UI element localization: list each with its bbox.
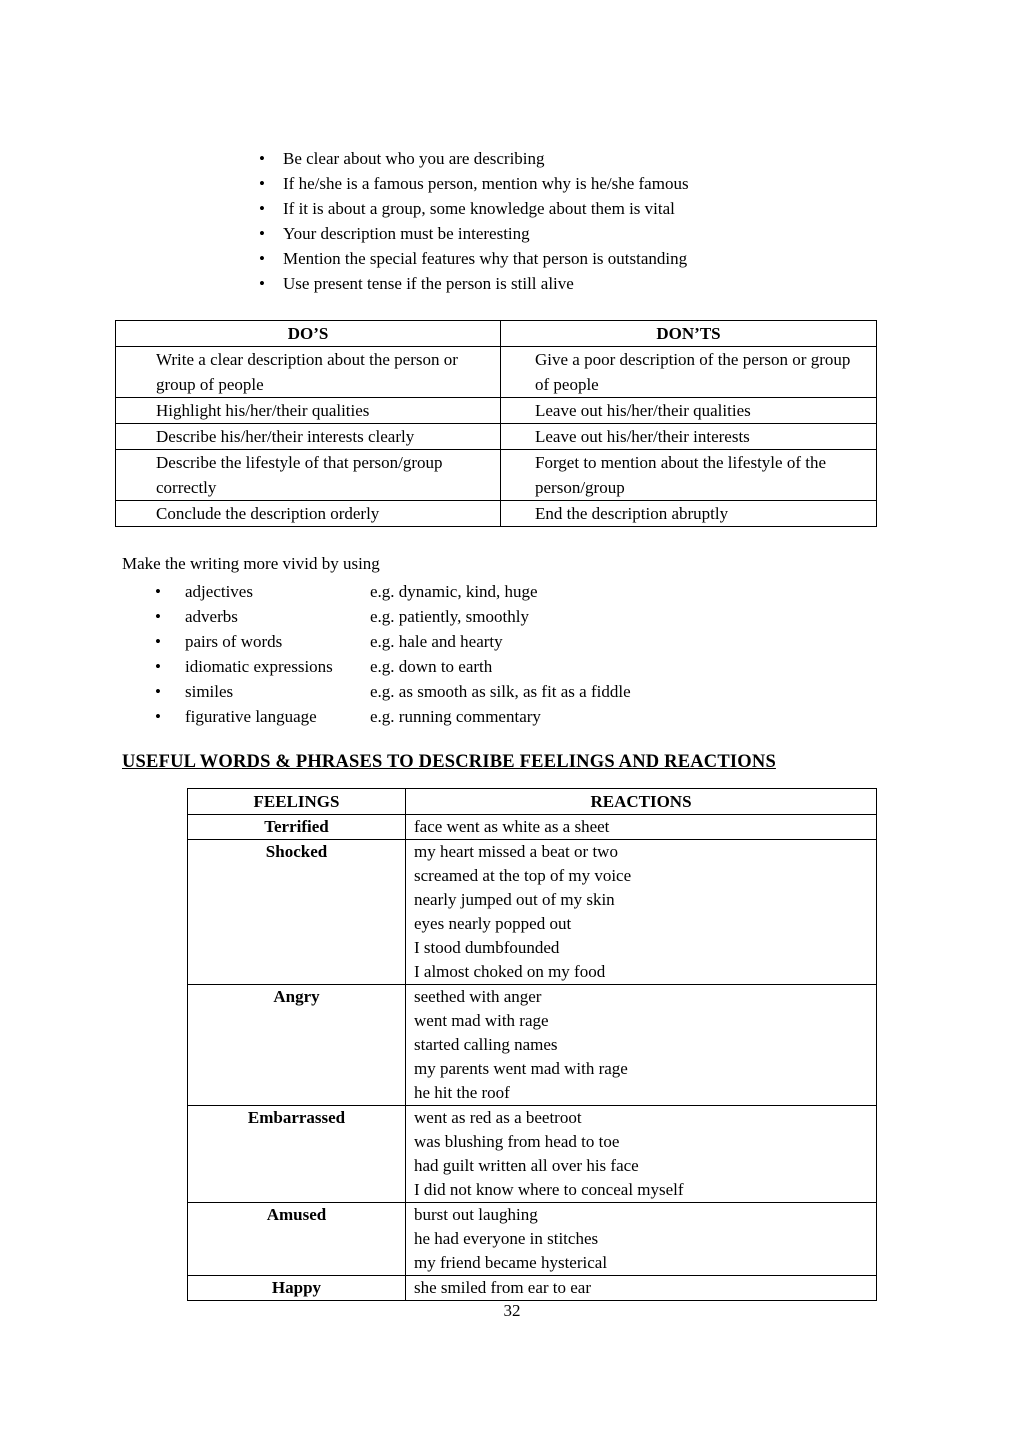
vivid-example: e.g. patiently, smoothly [370,607,529,626]
vivid-term: • figurative language [185,707,317,726]
dos-header: DO’S [116,321,501,347]
dont-cell: Give a poor description of the person or group of people [501,347,877,398]
dont-cell: Leave out his/her/their interests [501,424,877,450]
reaction-line: went mad with rage [414,1011,549,1030]
donts-header: DON’TS [501,321,877,347]
bullet-item [115,629,876,654]
bullet-item: • If it is about a group, some knowledge about them is vital [253,196,876,221]
reaction-line: seethed with anger [414,987,542,1006]
page-number: 32 [503,1301,521,1320]
feeling-cell: Amused [188,1203,406,1276]
reaction-line: I stood dumbfounded [414,938,560,957]
vivid-example: e.g. running commentary [370,707,541,726]
feeling-cell: Embarrassed [188,1106,406,1203]
reaction-line: he had everyone in stitches [414,1229,599,1248]
vivid-example: e.g. as smooth as silk, as fit as a fiddle [370,682,631,701]
vivid-example: e.g. down to earth [370,657,493,676]
do-cell: Conclude the description orderly [116,501,501,527]
table-row [116,347,877,398]
reaction-line: my friend became hysterical [414,1253,608,1272]
feelings-reactions-table [187,788,877,1301]
vivid-term: • similes [185,682,234,701]
section-heading: USEFUL WORDS & PHRASES TO DESCRIBE FEELINGS AND REACTIONS [122,752,776,772]
table-header-row [116,321,877,347]
bullet-item [115,604,876,629]
vivid-example: e.g. dynamic, kind, huge [370,582,538,601]
dont-cell: Leave out his/her/their qualities [501,398,877,424]
vivid-example: e.g. hale and hearty [370,632,503,651]
reaction-line: burst out laughing [414,1205,538,1224]
bullet-item [115,679,876,704]
bullet-item [115,579,876,604]
table-row [116,450,877,501]
feeling-cell: Angry [188,985,406,1106]
reaction-line: had guilt written all over his face [414,1156,639,1175]
reaction-line: I almost choked on my food [414,962,606,981]
reaction-line: went as red as a beetroot [414,1108,582,1127]
reactions-cell [406,1106,877,1203]
table-row [116,501,877,527]
table-row [188,1106,877,1203]
intro-bullet-list [115,146,876,296]
bullet-item: • Use present tense if the person is still alive [253,271,876,296]
reaction-line: screamed at the top of my voice [414,866,632,885]
reaction-line: eyes nearly popped out [414,914,572,933]
do-cell: Describe the lifestyle of that person/group correctly [116,450,501,501]
do-cell: Describe his/her/their interests clearly [116,424,501,450]
reactions-cell [406,840,877,985]
table-row [188,985,877,1106]
reaction-line: nearly jumped out of my skin [414,890,615,909]
table-row [188,815,877,840]
table-header-row [188,789,877,815]
reaction-line: face went as white as a sheet [414,817,610,836]
reaction-line: I did not know where to conceal myself [414,1180,684,1199]
reactions-cell [406,1203,877,1276]
reactions-cell [406,1276,877,1301]
bullet-item: • Mention the special features why that person is outstanding [253,246,876,271]
reactions-cell [406,815,877,840]
vivid-bullet-list [115,579,876,729]
table-row [116,398,877,424]
reaction-line: my heart missed a beat or two [414,842,618,861]
bullet-item: • If he/she is a famous person, mention why is he/she famous [253,171,876,196]
vivid-intro-text: Make the writing more vivid by using [122,554,380,573]
feeling-cell: Shocked [188,840,406,985]
vivid-term: • idiomatic expressions [185,657,333,676]
reactions-cell [406,985,877,1106]
reaction-line: my parents went mad with rage [414,1059,628,1078]
bullet-item: • Your description must be interesting [253,221,876,246]
dont-cell: End the description abruptly [501,501,877,527]
vivid-term: • adjectives [185,582,253,601]
feeling-cell: Terrified [188,815,406,840]
reactions-header: REACTIONS [406,789,877,815]
feeling-cell: Happy [188,1276,406,1301]
reaction-line: he hit the roof [414,1083,510,1102]
do-cell: Highlight his/her/their qualities [116,398,501,424]
dont-cell: Forget to mention about the lifestyle of the person/group [501,450,877,501]
dos-donts-table [115,320,877,527]
table-row [116,424,877,450]
bullet-item [115,654,876,679]
do-cell: Write a clear description about the person or group of people [116,347,501,398]
table-row [188,1276,877,1301]
vivid-term: • adverbs [185,607,238,626]
bullet-item: • Be clear about who you are describing [253,146,876,171]
reaction-line: was blushing from head to toe [414,1132,620,1151]
table-row [188,1203,877,1276]
feelings-header: FEELINGS [188,789,406,815]
reaction-line: started calling names [414,1035,558,1054]
reaction-line: she smiled from ear to ear [414,1278,592,1297]
vivid-term: • pairs of words [185,632,283,651]
table-row [188,840,877,985]
bullet-item [115,704,876,729]
